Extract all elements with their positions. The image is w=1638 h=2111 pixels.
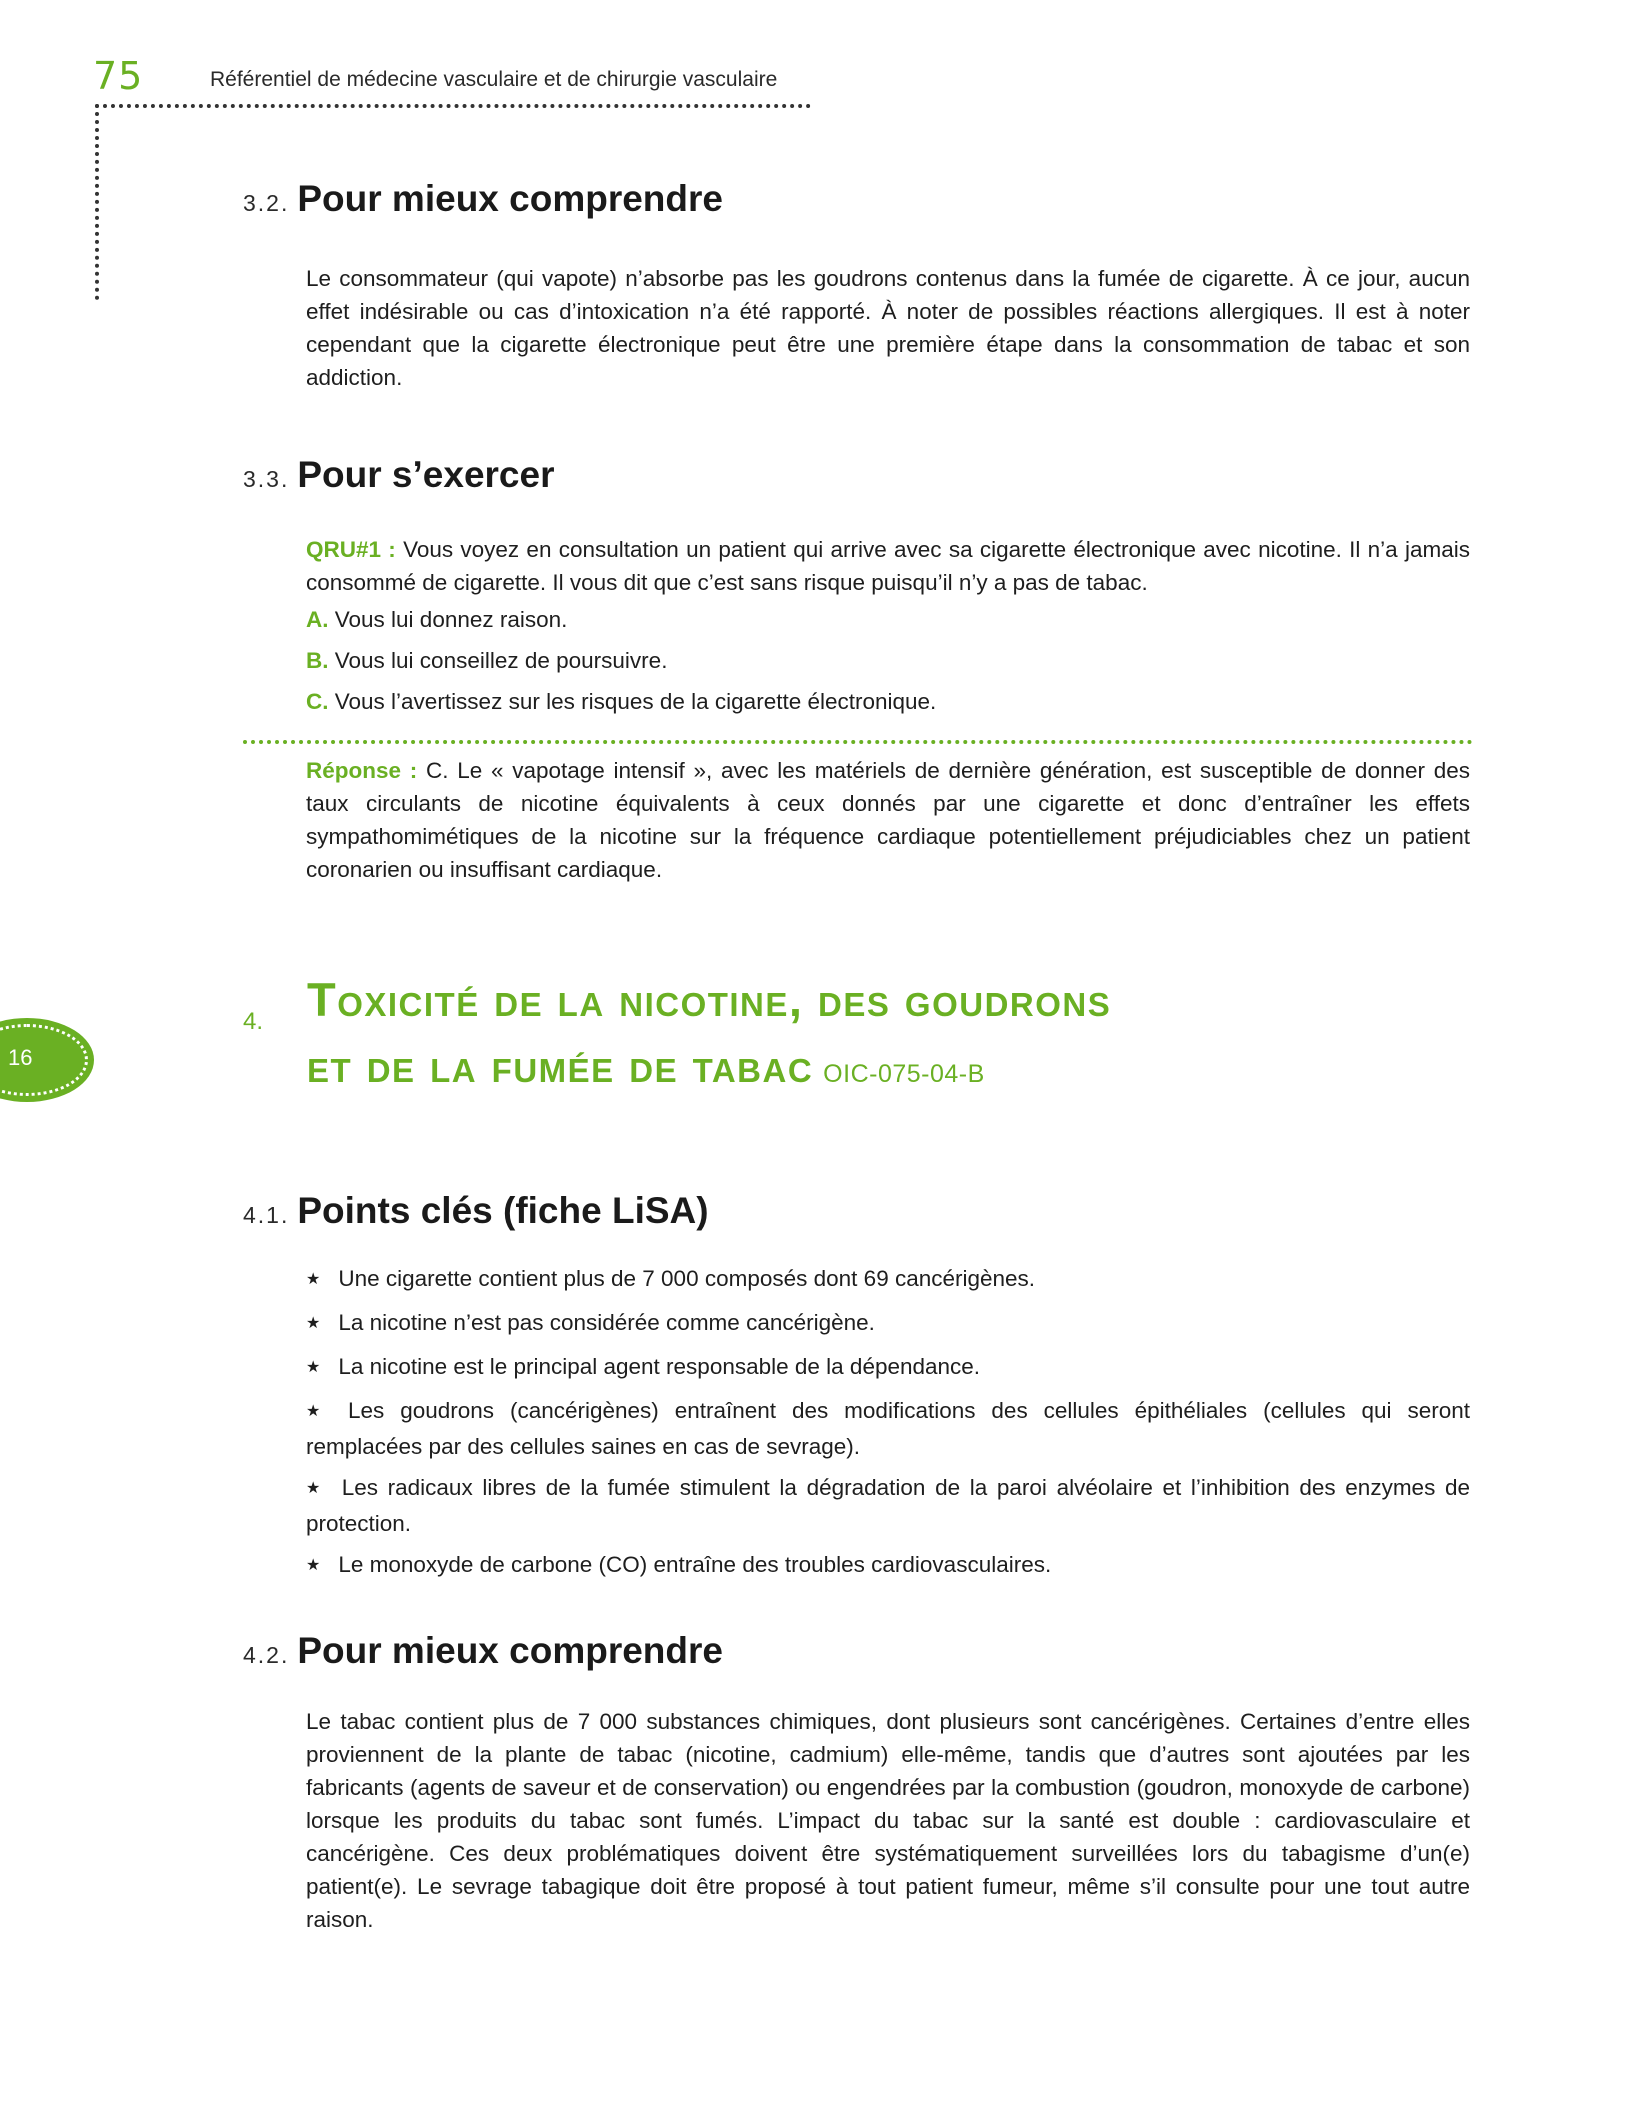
section-number: 4. bbox=[243, 1008, 264, 1035]
option-text: Vous lui donnez raison. bbox=[328, 607, 568, 632]
section-title: Pour s’exercer bbox=[297, 454, 555, 495]
section-4-1-heading bbox=[243, 1190, 709, 1232]
list-item-text: Une cigarette contient plus de 7 000 composés dont 69 cancérigènes. bbox=[338, 1266, 1036, 1291]
question-label: QRU#1 : bbox=[306, 537, 396, 562]
list-item bbox=[306, 1394, 1470, 1463]
list-item bbox=[306, 1350, 1470, 1386]
section-3-2-heading bbox=[243, 178, 723, 220]
section-4-2-heading bbox=[243, 1630, 723, 1672]
star-bullet-icon: ★ bbox=[306, 1359, 321, 1376]
list-item bbox=[306, 1548, 1470, 1584]
question-text: Vous voyez en consultation un patient qui arrive avec sa cigarette électronique avec nicotine. Il n’a jamais consommé de cigarette. Il vous dit que c’est sans risque puisqu’il n’y a pas de tabac. bbox=[306, 537, 1470, 595]
header-dotted-rule bbox=[95, 104, 811, 108]
list-item bbox=[306, 1471, 1470, 1540]
option-text: Vous l’avertissez sur les risques de la cigarette électronique. bbox=[328, 689, 937, 714]
star-bullet-icon: ★ bbox=[306, 1480, 324, 1497]
question-paragraph bbox=[306, 533, 1470, 599]
answer-option-b bbox=[306, 648, 667, 674]
answer-option-a bbox=[306, 607, 567, 633]
list-item-text: Les radicaux libres de la fumée stimulent la dégradation de la paroi alvéolaire et l’inhibition des enzymes de protection. bbox=[306, 1475, 1470, 1536]
section-4-title-line1: Toxicité de la nicotine, des goudrons bbox=[307, 973, 1112, 1026]
answer-label: Réponse : bbox=[306, 758, 418, 783]
list-item-text: Le monoxyde de carbone (CO) entraîne des troubles cardiovasculaires. bbox=[338, 1552, 1052, 1577]
option-letter: A. bbox=[306, 607, 329, 632]
page-number-tab bbox=[0, 1018, 94, 1102]
star-bullet-icon: ★ bbox=[306, 1557, 321, 1574]
answer-paragraph bbox=[306, 754, 1470, 886]
key-points-list bbox=[306, 1262, 1470, 1592]
section-4-title-line2-wrap bbox=[307, 1038, 985, 1093]
star-bullet-icon: ★ bbox=[306, 1403, 331, 1420]
section-number: 3.3. bbox=[243, 466, 290, 492]
section-3-3-heading bbox=[243, 454, 554, 496]
section-number: 4.2. bbox=[243, 1642, 290, 1668]
list-item-text: Les goudrons (cancérigènes) entraînent des modifications des cellules épithéliales (cellules qui seront remplacées par des cellules saines en cas de sevrage). bbox=[306, 1398, 1471, 1459]
answer-dotted-rule bbox=[243, 740, 1473, 744]
star-bullet-icon: ★ bbox=[306, 1271, 321, 1288]
list-item-text: La nicotine est le principal agent responsable de la dépendance. bbox=[338, 1354, 981, 1379]
section-title: Points clés (fiche LiSA) bbox=[297, 1190, 709, 1231]
option-text: Vous lui conseillez de poursuivre. bbox=[328, 648, 668, 673]
header-side-dotted-rule bbox=[95, 104, 99, 300]
running-title: Référentiel de médecine vasculaire et de chirurgie vasculaire bbox=[210, 68, 778, 91]
section-number: 3.2. bbox=[243, 190, 290, 216]
answer-option-c bbox=[306, 689, 936, 715]
objective-code: OIC-075-04-B bbox=[823, 1060, 985, 1088]
answer-text: C. Le « vapotage intensif », avec les matériels de dernière génération, est susceptible de donner des taux circulants de nicotine équivalents à ceux donnés par une cigarette et donc d’entraîner les effets sympathomimétiques de la nicotine sur la fréquence cardiaque potentiellement préjudiciables chez un patient coronarien ou insuffisant cardiaque. bbox=[306, 758, 1471, 882]
list-item-text: La nicotine n’est pas considérée comme cancérigène. bbox=[338, 1310, 875, 1335]
section-4-title-line2: et de la fumée de tabac bbox=[307, 1039, 814, 1092]
chapter-number: 75 bbox=[93, 54, 144, 98]
section-4-2-paragraph: Le tabac contient plus de 7 000 substances chimiques, dont plusieurs sont cancérigènes. Certaines d’entre elles proviennent de la plante de tabac (nicotine, cadmium) elle-même, tandis que d’autres sont ajoutées par les fabricants (agents de saveur et de conservation) ou engendrées par la combustion (goudron, monoxyde de carbone) lorsque les produits du tabac sont fumés. L’impact du tabac sur la santé est double : cardiovasculaire et cancérigène. Ces deux problématiques doivent être systématiquement surveillées lors du tabagisme d’un(e) patient(e). Le sevrage tabagique doit être proposé à tout patient fumeur, même s’il consulte pour une tout autre raison. bbox=[306, 1709, 1470, 1932]
list-item bbox=[306, 1262, 1470, 1298]
list-item bbox=[306, 1306, 1470, 1342]
page-number: 16 bbox=[8, 1045, 33, 1070]
section-3-2-paragraph: Le consommateur (qui vapote) n’absorbe pas les goudrons contenus dans la fumée de cigarette. À ce jour, aucun effet indésirable ou cas d’intoxication n’a été rapporté. À noter de possibles réactions allergiques. Il est à noter cependant que la cigarette électronique peut être une première étape dans la consommation de tabac et son addiction. bbox=[306, 266, 1470, 390]
section-title: Pour mieux comprendre bbox=[297, 1630, 723, 1671]
section-number: 4.1. bbox=[243, 1202, 290, 1228]
star-bullet-icon: ★ bbox=[306, 1315, 321, 1332]
option-letter: C. bbox=[306, 689, 329, 714]
option-letter: B. bbox=[306, 648, 329, 673]
section-title: Pour mieux comprendre bbox=[297, 178, 723, 219]
